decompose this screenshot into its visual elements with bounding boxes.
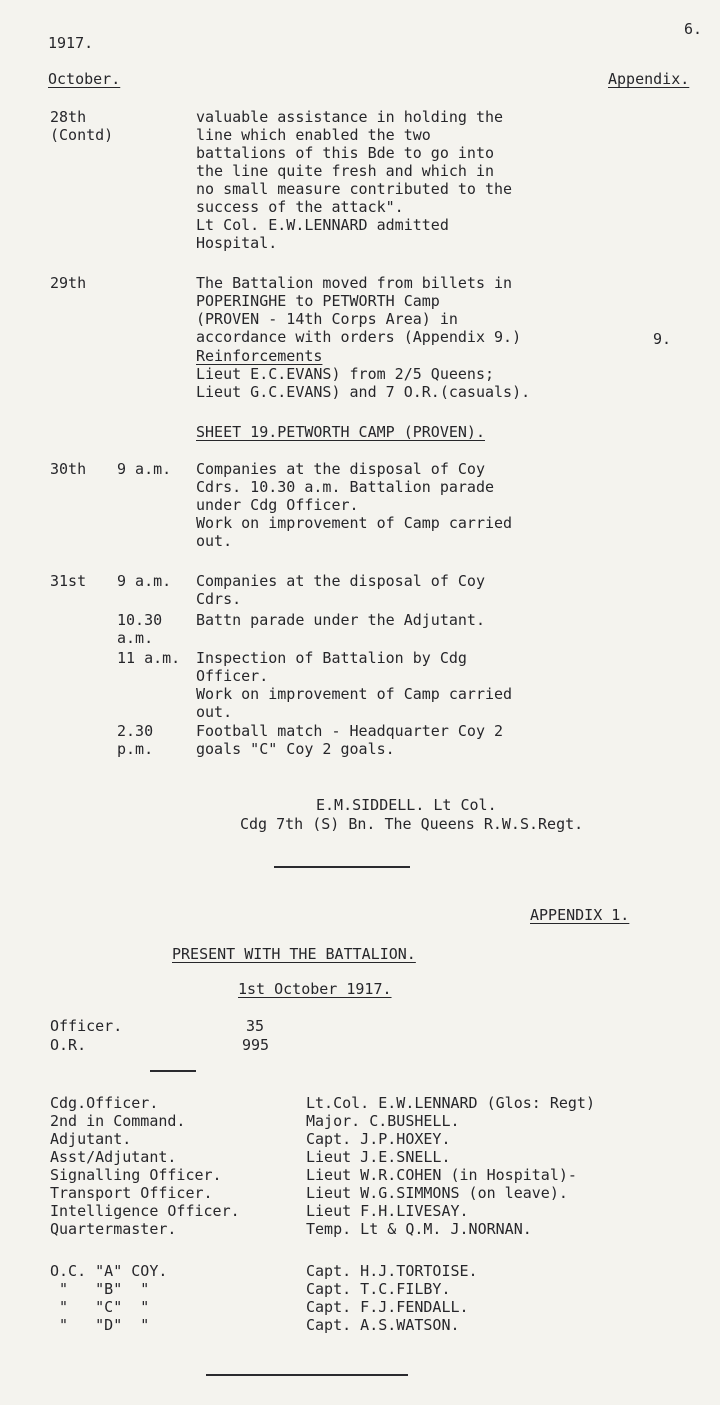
time-30th: 9 a.m. <box>117 460 172 478</box>
entry-29th: The Battalion moved from billets in POPERINGHE to PETWORTH Camp (PROVEN - 14th Corps Area) in accordance with orders (Appendix 9.) <box>196 274 522 346</box>
date-30th: 30th <box>50 460 87 478</box>
time-31st-3: 11 a.m. <box>117 649 181 667</box>
appendix-1-date: 1st October 1917. <box>238 980 392 998</box>
appendix-column-heading: Appendix. <box>608 70 690 88</box>
appendix-ref-9: 9. <box>653 330 672 348</box>
company-commander: Capt. H.J.TORTOISE. <box>306 1262 478 1280</box>
company-commander: Capt. T.C.FILBY. <box>306 1280 451 1298</box>
officer-role: Intelligence Officer. <box>50 1202 240 1220</box>
officer-name: Lieut W.G.SIMMONS (on leave). <box>306 1184 568 1202</box>
entry-31st-2: Battn parade under the Adjutant. <box>196 611 485 629</box>
company-role: " "B" " <box>50 1280 150 1298</box>
sheet-heading: SHEET 19.PETWORTH CAMP (PROVEN). <box>196 423 485 441</box>
company-role: O.C. "A" COY. <box>50 1262 168 1280</box>
reinforcements-heading: Reinforcements <box>196 347 323 365</box>
officer-role: Asst/Adjutant. <box>50 1148 177 1166</box>
officer-name: Capt. J.P.HOXEY. <box>306 1130 451 1148</box>
officer-role: Signalling Officer. <box>50 1166 222 1184</box>
month-heading: October. <box>48 70 121 88</box>
officer-name: Lieut J.E.SNELL. <box>306 1148 451 1166</box>
officer-role: Adjutant. <box>50 1130 132 1148</box>
time-31st-1: 9 a.m. <box>117 572 172 590</box>
strength-or-label: O.R. <box>50 1036 87 1054</box>
strength-officer-value: 35 <box>246 1017 265 1035</box>
officer-role: 2nd in Command. <box>50 1112 186 1130</box>
company-commander: Capt. F.J.FENDALL. <box>306 1298 469 1316</box>
entry-30th: Companies at the disposal of Coy Cdrs. 10.30 a.m. Battalion parade under Cdg Officer. Work on improvement of Camp carried out. <box>196 460 513 550</box>
officer-name: Major. C.BUSHELL. <box>306 1112 460 1130</box>
officer-name: Temp. Lt & Q.M. J.NORNAN. <box>306 1220 532 1238</box>
reinforcements-text: Lieut E.C.EVANS) from 2/5 Queens; Lieut G.C.EVANS) and 7 O.R.(casuals). <box>196 365 531 401</box>
time-31st-2: 10.30 a.m. <box>117 611 163 647</box>
appendix-1-label: APPENDIX 1. <box>530 906 630 924</box>
officer-name: Lieut W.R.COHEN (in Hospital)- <box>306 1166 577 1184</box>
officer-role: Transport Officer. <box>50 1184 213 1202</box>
year: 1917. <box>48 34 94 52</box>
bottom-divider <box>206 1374 408 1376</box>
strength-or-value: 995 <box>242 1036 270 1054</box>
officer-role: Cdg.Officer. <box>50 1094 159 1112</box>
time-31st-4: 2.30 p.m. <box>117 722 154 758</box>
officer-name: Lt.Col. E.W.LENNARD (Glos: Regt) <box>306 1094 595 1112</box>
company-role: " "D" " <box>50 1316 150 1334</box>
company-role: " "C" " <box>50 1298 150 1316</box>
entry-31st-4: Football match - Headquarter Coy 2 goals "C" Coy 2 goals. <box>196 722 504 758</box>
officer-role: Quartermaster. <box>50 1220 177 1238</box>
date-29th: 29th <box>50 274 87 292</box>
entry-31st-1: Companies at the disposal of Coy Cdrs. <box>196 572 485 608</box>
officer-name: Lieut F.H.LIVESAY. <box>306 1202 469 1220</box>
signature-title: Cdg 7th (S) Bn. The Queens R.W.S.Regt. <box>240 815 584 833</box>
section-divider <box>274 866 410 868</box>
signature-name: E.M.SIDDELL. Lt Col. <box>316 796 497 814</box>
company-commander: Capt. A.S.WATSON. <box>306 1316 460 1334</box>
date-31st: 31st <box>50 572 87 590</box>
appendix-1-heading: PRESENT WITH THE BATTALION. <box>172 945 416 963</box>
entry-28th: valuable assistance in holding the line which enabled the two battalions of this Bde to go into the line quite fresh and which in no small measure contributed to the success of the attack". Lt Col. E.W.LENNARD admitted Hospital. <box>196 108 513 252</box>
strength-divider <box>150 1070 196 1072</box>
date-28th: 28th (Contd) <box>50 108 114 144</box>
page-number: 6. <box>684 20 703 38</box>
strength-officer-label: Officer. <box>50 1017 123 1035</box>
entry-31st-3: Inspection of Battalion by Cdg Officer. Work on improvement of Camp carried out. <box>196 649 513 721</box>
